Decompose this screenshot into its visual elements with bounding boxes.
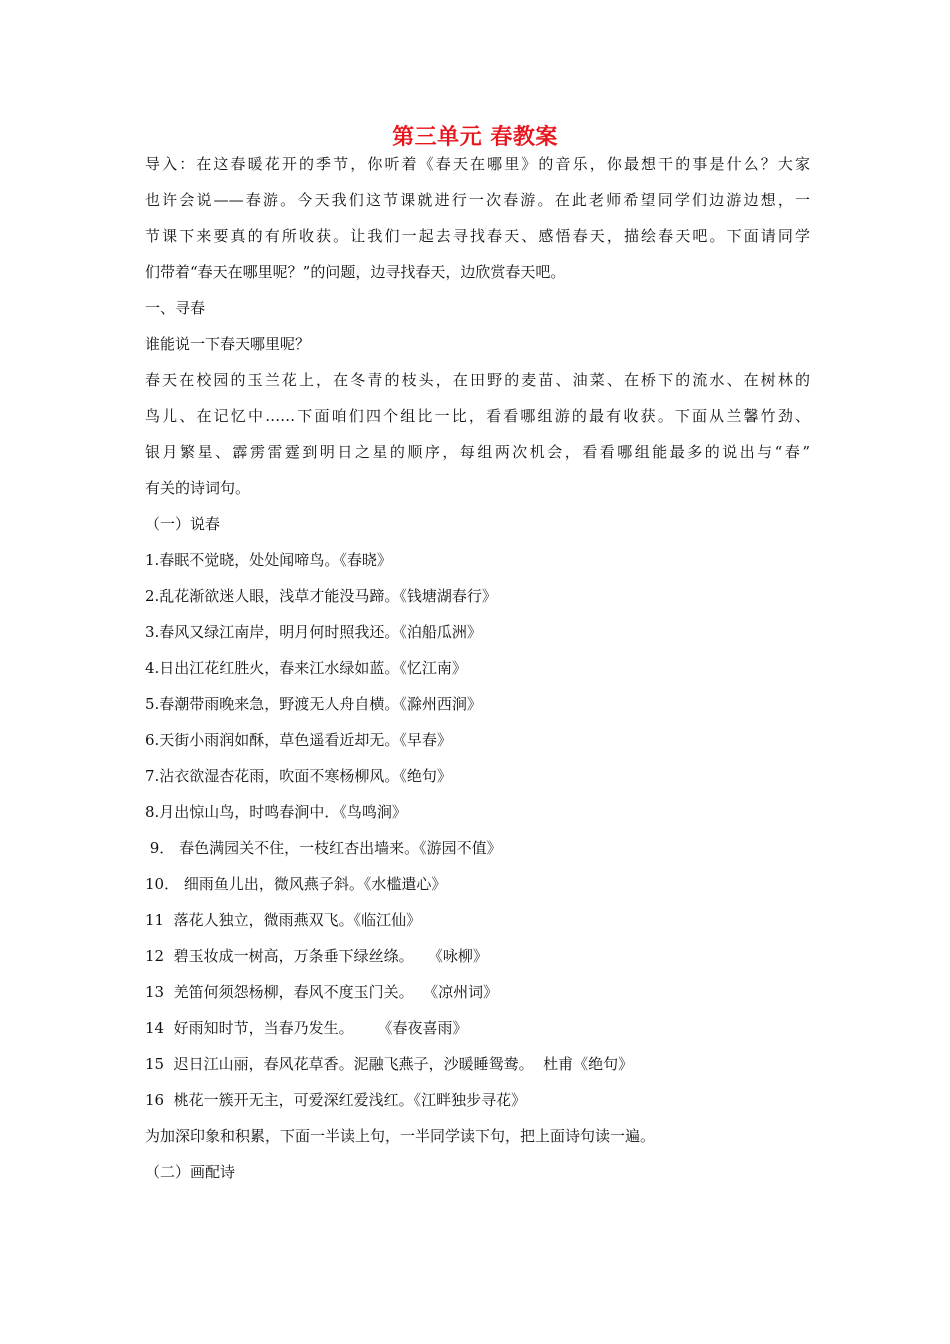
poem-item: 6.天街小雨润如酥，草色遥看近却无。《早春》 [145, 731, 452, 749]
poem-item: 5.春潮带雨晚来急，野渡无人舟自横。《滁州西涧》 [145, 695, 482, 713]
poem-item: 3.春风又绿江南岸，明月何时照我还。《泊船瓜洲》 [145, 623, 482, 641]
poem-item: 15 迟日江山丽，春风花草香。泥融飞燕子，沙暖睡鸳鸯。 杜甫《绝句》 [145, 1055, 634, 1073]
poem-item: 2.乱花渐欲迷人眼，浅草才能没马蹄。《钱塘湖春行》 [145, 587, 497, 605]
intro-line: 也许会说——春游。今天我们这节课就进行一次春游。在此老师希望同学们边游边想，一 [145, 191, 810, 209]
section-question: 谁能说一下春天哪里呢？ [145, 335, 311, 353]
poem-item: 12 碧玉妆成一树高，万条垂下绿丝绦。 《咏柳》 [145, 947, 488, 965]
poem-item: 14 好雨知时节，当春乃发生。 《春夜喜雨》 [145, 1019, 468, 1037]
poem-item: 16 桃花一簇开无主，可爱深红爱浅红。《江畔独步寻花》 [145, 1091, 527, 1109]
document-body [145, 146, 810, 1190]
subsection-heading: （一）说春 [145, 515, 221, 533]
intro-line: 们带着“春天在哪里呢？”的问题，边寻找春天，边欣赏春天吧。 [145, 263, 566, 281]
poem-item: 7.沾衣欲湿杏花雨，吹面不寒杨柳风。《绝句》 [145, 767, 452, 785]
section-paragraph-line: 鸟儿、在记忆中……下面咱们四个组比一比，看看哪组游的最有收获。下面从兰馨竹劲、 [145, 407, 810, 425]
poem-item: 10． 细雨鱼儿出，微风燕子斜。《水槛遣心》 [145, 875, 447, 893]
closing-instruction: 为加深印象和积累，下面一半读上句，一半同学读下句，把上面诗句读一遍。 [145, 1127, 656, 1145]
document-title: 第三单元 春教案 [392, 124, 558, 150]
poem-item: 4.日出江花红胜火，春来江水绿如蓝。《忆江南》 [145, 659, 467, 677]
section-paragraph-line: 有关的诗词句。 [145, 479, 251, 497]
poem-item: 1.春眠不觉晓，处处闻啼鸟。《春晓》 [145, 551, 392, 569]
poem-item: 9． 春色满园关不住，一枝红杏出墙来。《游园不值》 [145, 839, 502, 857]
section-heading: 一、寻春 [145, 299, 206, 317]
section-paragraph-line: 银月繁星、霹雳雷霆到明日之星的顺序，每组两次机会，看看哪组能最多的说出与“春” [145, 443, 810, 461]
intro-line: 节课下来要真的有所收获。让我们一起去寻找春天、感悟春天，描绘春天吧。下面请同学 [145, 227, 810, 245]
poem-item: 11 落花人独立，微雨燕双飞。《临江仙》 [145, 911, 422, 929]
intro-line: 导入：在这春暖花开的季节，你听着《春天在哪里》的音乐，你最想干的事是什么？大家 [145, 155, 810, 173]
section-paragraph-line: 春天在校园的玉兰花上，在冬青的枝头，在田野的麦苗、油菜、在桥下的流水、在树林的 [145, 371, 810, 389]
poem-item: 13 羌笛何须怨杨柳，春风不度玉门关。 《凉州词》 [145, 983, 499, 1001]
subsection-heading: （二）画配诗 [145, 1163, 236, 1181]
poem-item: 8.月出惊山鸟，时鸣春涧中．《鸟鸣涧》 [145, 803, 407, 821]
